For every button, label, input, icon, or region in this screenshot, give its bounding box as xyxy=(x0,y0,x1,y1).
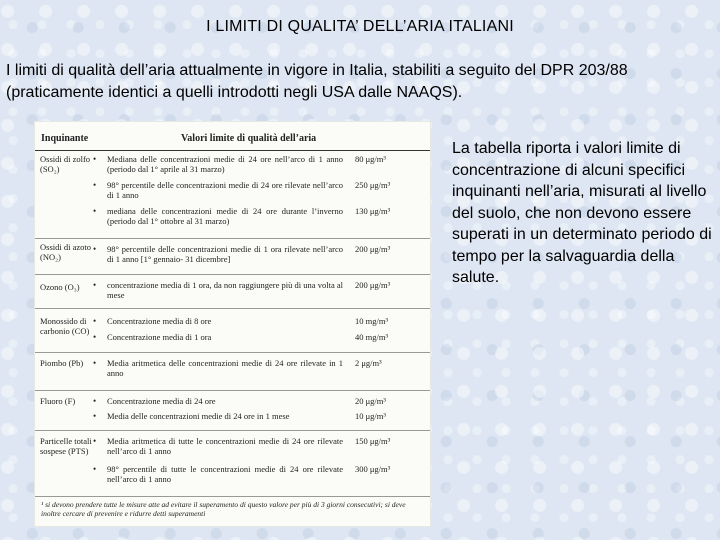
limit-description: concentrazione media di 1 ora, da non raggiungere più di una volta al mese xyxy=(107,280,343,300)
table-group-co xyxy=(35,310,430,353)
table-row xyxy=(93,206,425,228)
limit-description: Media aritmetica delle concentrazioni medie di 24 ore rilevate in 1 anno xyxy=(107,358,343,378)
limit-value: 130 μg/m³ xyxy=(355,206,391,216)
limit-value: 200 μg/m³ xyxy=(355,280,391,290)
limit-value: 300 μg/m³ xyxy=(355,464,391,474)
limit-description: 98° percentile delle concentrazioni medie di 1 ora rilevate nell’arco di 1 anno [1° gennaio- 31 dicembre] xyxy=(107,244,343,264)
bullet-icon: • xyxy=(93,332,97,342)
table-row xyxy=(93,358,425,380)
limits-table-image xyxy=(35,122,430,526)
limit-value: 200 μg/m³ xyxy=(355,244,391,254)
pollutant-label: Ozono (O₃) xyxy=(40,282,80,292)
table-header xyxy=(35,128,430,151)
table-group-so2 xyxy=(35,152,430,239)
header-values: Valori limite di qualità dell’aria xyxy=(181,133,317,144)
bullet-icon: • xyxy=(93,436,97,446)
table-row xyxy=(93,316,425,328)
limit-value: 80 μg/m³ xyxy=(355,154,386,164)
header-pollutant: Inquinante xyxy=(41,133,89,144)
table-row xyxy=(93,396,425,408)
limit-value: 20 μg/m³ xyxy=(355,396,386,406)
table-group-pts xyxy=(35,432,430,497)
limit-description: Media delle concentrazioni medie di 24 ore in 1 mese xyxy=(107,411,290,421)
pollutant-label: Fluoro (F) xyxy=(40,396,76,406)
limit-value: 250 μg/m³ xyxy=(355,180,391,190)
bullet-icon: • xyxy=(93,206,97,216)
limit-value: 40 mg/m³ xyxy=(355,332,389,342)
limit-value: 150 μg/m³ xyxy=(355,436,391,446)
limit-description: Concentrazione media di 1 ora xyxy=(107,332,212,342)
bullet-icon: • xyxy=(93,396,97,406)
limit-description: Concentrazione media di 8 ore xyxy=(107,316,212,326)
table-row xyxy=(93,411,425,423)
table-row xyxy=(93,332,425,344)
pollutant-label: Piombo (Pb) xyxy=(40,358,84,368)
bullet-icon: • xyxy=(93,316,97,326)
table-group-pb xyxy=(35,354,430,391)
limit-description: 98° percentile di tutte le concentrazioni medie di 24 ore rilevate nell’arco di 1 anno xyxy=(107,464,343,484)
limit-description: mediana delle concentrazioni medie di 24 ore durante l’inverno (periodo dal 1° ottobre al 31 marzo) xyxy=(107,206,343,226)
limit-description: Concentrazione media di 24 ore xyxy=(107,396,216,406)
pollutant-label: Particelle totali sospese (PTS) xyxy=(40,436,92,456)
bullet-icon: • xyxy=(93,154,97,164)
table-row xyxy=(93,154,425,176)
table-row xyxy=(93,244,425,266)
pollutant-label: Ossidi di azoto (NO₂) xyxy=(40,242,91,262)
table-row xyxy=(93,280,425,302)
bullet-icon: • xyxy=(93,411,97,421)
table-group-no2 xyxy=(35,240,430,275)
pollutant-label: Monossido di carbonio (CO) xyxy=(40,316,90,336)
limit-value: 2 μg/m³ xyxy=(355,358,382,368)
limit-description: Media aritmetica di tutte le concentrazioni medie di 24 ore rilevate nell’arco di 1 anno xyxy=(107,436,343,456)
table-row xyxy=(93,436,425,458)
table-group-o3 xyxy=(35,276,430,309)
bullet-icon: • xyxy=(93,358,97,368)
bullet-icon: • xyxy=(93,464,97,474)
slide-title: I LIMITI DI QUALITA’ DELL’ARIA ITALIANI xyxy=(206,18,514,35)
table-footnote: ¹ si devono prendere tutte le misure atte ad evitare il superamento di questo valore per più di 3 giorni consecutivi; si deve inoltre cercare di prevenire e ridurre detti superamenti xyxy=(41,500,406,518)
table-row xyxy=(93,464,425,486)
pollutant-label: Ossidi di zolfo (SO₂) xyxy=(40,154,91,174)
table-row xyxy=(93,180,425,202)
limit-description: Mediana delle concentrazioni medie di 24 ore nell’arco di 1 anno (periodo dal 1° aprile al 31 marzo) xyxy=(107,154,343,174)
bullet-icon: • xyxy=(93,244,97,254)
limit-value: 10 μg/m³ xyxy=(355,411,386,421)
bullet-icon: • xyxy=(93,180,97,190)
side-description: La tabella riporta i valori limite di concentrazione di alcuni specifici inquinanti nell’aria, misurati al livello del suolo, che non devono essere superati in un determinato periodo di tempo per la salvaguardia della salute. xyxy=(452,140,712,286)
intro-paragraph: I limiti di qualità dell’aria attualmente in vigore in Italia, stabiliti a seguito del DPR 203/88 (praticamente identici a quelli introdotti negli USA dalle NAAQS). xyxy=(6,62,628,101)
bullet-icon: • xyxy=(93,280,97,290)
limit-description: 98° percentile delle concentrazioni medie di 24 ore rilevate nell’arco di 1 anno xyxy=(107,180,343,200)
limit-value: 10 mg/m³ xyxy=(355,316,389,326)
table-group-f xyxy=(35,392,430,431)
